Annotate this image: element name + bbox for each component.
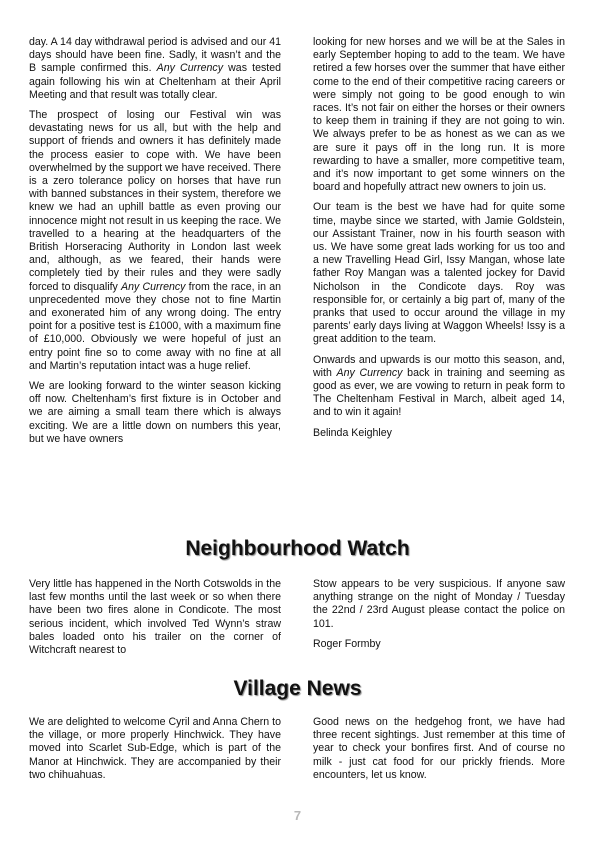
text-run: looking for new horses and we will be at the Sales in early September hoping to add to the team. We have retired a few horses over the summer that have either come to the end of their competitive racing careers or were simply not going to be good enough to win races. It’s not fair on either the horses or their owners to keep them in training if they are not going to win. We always prefer to be as honest as we can as we are sure it pays off in the long run. It is more rewarding to have a smaller, more competitive team, and it’s now important to get some winners on the board and hopefully attract new owners to join us. (313, 36, 565, 194)
neighbourhood-article (29, 578, 565, 664)
paragraph (313, 36, 565, 194)
paragraph (29, 716, 281, 782)
neighbourhood-left-column (29, 578, 281, 664)
text-run: from the race, in an unprecedented move they chose not to fine Martin and exonerated him of any wrong doing. The entry point for a positive test is £1000, with a maximum fine of £10,000. Obviously we were hopeful of just an entry point fine so to come away with no fine at all and Martin’s reputation intact was a huge relief. (29, 280, 281, 372)
paragraph (313, 201, 565, 346)
author-signature: Belinda Keighley (313, 426, 392, 439)
paragraph (29, 109, 281, 373)
text-run: We are delighted to welcome Cyril and Anna Chern to the village, or more properly Hinchwick. They have moved into Scarlet Sub-Edge, which is part of the Manor at Hinchwick. They are accompanied by their two chihuahuas. (29, 716, 281, 781)
paragraph (313, 578, 565, 631)
paragraph (29, 380, 281, 446)
horse-name: Any Currency (336, 366, 403, 379)
racing-left-column (29, 36, 281, 453)
neighbourhood-watch-heading: Neighbourhood Watch (185, 537, 410, 560)
village-left-column (29, 716, 281, 789)
paragraph (29, 36, 281, 102)
village-news-heading: Village News (233, 677, 362, 700)
horse-name: Any Currency (121, 280, 186, 293)
paragraph (313, 354, 565, 420)
paragraph (313, 716, 565, 782)
text-run: Onwards and upwards is our motto this season, and, with (313, 353, 565, 379)
text-run: day. A 14 day withdrawal period is advised and our 41 days should have been fine. Sadly, it wasn’t and the B sample confirmed this. (29, 36, 281, 75)
text-run: Stow appears to be very suspicious. If anyone saw anything strange on the night of Monday / Tuesday the 22nd / 23rd August please contact the police on 101. (313, 578, 565, 630)
text-run: The prospect of losing our Festival win was devastating news for us all, but with the help and support of friends and owners it has definitely made the process easier to cope with. We have been overwhelmed by the support we have received. There is a zero tolerance policy on horses that have run with banned substances in their system, therefore we knew we had an uphill battle as even proving our innocence might not result in us keeping the race. We travelled to a hearing at the headquarters of the British Horseracing Authority in London last week and, although, as we feared, their hands were completely tied by their rules and they were sadly forced to disqualify (29, 109, 281, 293)
text-run: was tested again following his win at Cheltenham at their April Meeting and that result was totally clear. (29, 62, 281, 101)
text-run: back in training and seeming as good as ever, we are vowing to return in peak form to The Cheltenham Festival in March, albeit aged 14, and to win it again! (313, 366, 565, 419)
village-article (29, 716, 565, 789)
neighbourhood-right-column (313, 578, 565, 664)
text-run: Good news on the hedgehog front, we have had three recent sightings. Just remember at this time of year to check your bonfires first. And of course no milk - just cat food for our prickly friends. More encounters, let us know. (313, 716, 565, 781)
horse-name: Any Currency (156, 62, 224, 75)
text-run: We are looking forward to the winter season kicking off now. Cheltenham’s first fixture is in October and we are aiming a small team there which is always exciting. We are a little down on numbers this year, but we have owners (29, 380, 281, 445)
text-run: Our team is the best we have had for quite some time, maybe since we started, with Jamie Goldstein, our Assistant Trainer, now in his fourth season with us. We have some great lads working for us too and a new Travelling Head Girl, Issy Mangan, whose late father Roy Mangan was a talented jockey for David Nicholson in the Condicote days. Roy was responsible for, or certainly a big part of, many of the pranks that used to occur around the village in my parents’ early days living at Waggon Wheels! Issy is a great addition to the team. (313, 201, 565, 346)
page-number: 7 (293, 808, 302, 823)
village-right-column (313, 716, 565, 789)
text-run: Very little has happened in the North Cotswolds in the last few months until the last week or so when there have been two fires alone in Condicote. The most serious incident, which involved Ted Wynn’s straw bales loaded onto his trailer on the corner of Witchcraft nearest to (29, 578, 281, 657)
paragraph (29, 578, 281, 657)
racing-article (29, 36, 565, 453)
author-signature: Roger Formby (313, 637, 381, 650)
racing-right-column (313, 36, 565, 453)
